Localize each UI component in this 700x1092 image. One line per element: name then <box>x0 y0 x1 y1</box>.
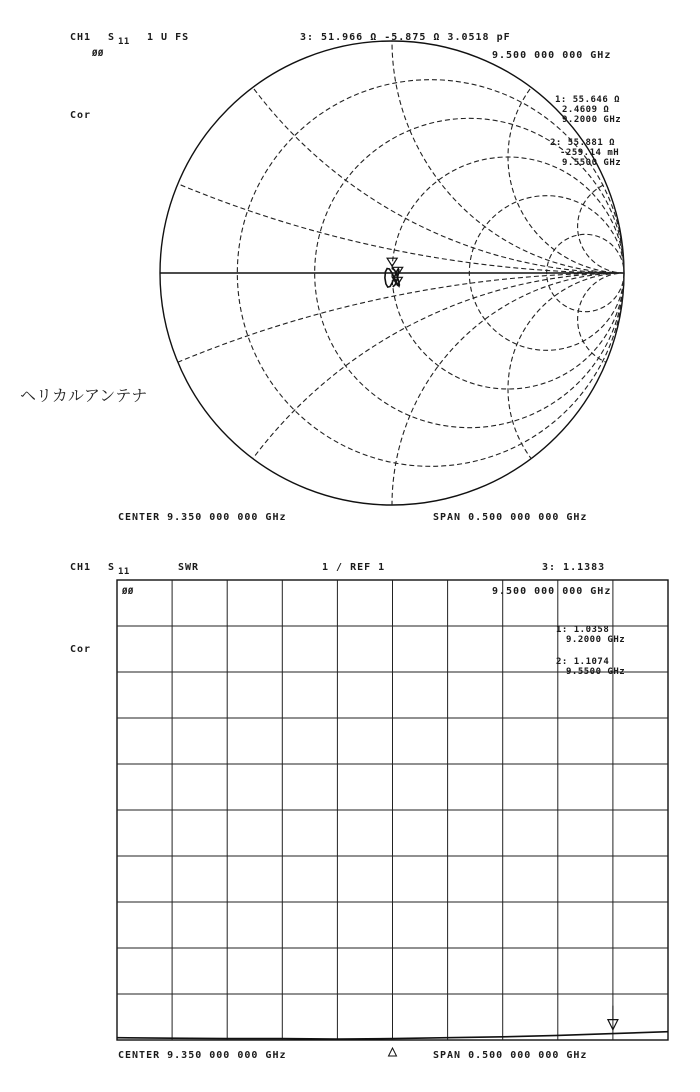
smith-m2-line1: 2: 55.881 Ω <box>550 138 616 148</box>
smith-m1-line1: 1: 55.646 Ω <box>555 95 621 105</box>
smith-channel: CH1 <box>70 32 92 43</box>
swr-flag: ØØ <box>122 587 134 597</box>
swr-grid <box>117 580 668 1040</box>
smith-m1-line2: 2.4609 Ω <box>562 105 610 115</box>
smith-side-label: Cor <box>70 110 92 121</box>
smith-flag: ØØ <box>92 49 104 59</box>
swr-marker-freq: 9.500 000 000 GHz <box>492 586 612 597</box>
smith-m2-line3: 9.5500 GHz <box>562 158 622 168</box>
smith-m1-line3: 9.2000 GHz <box>562 115 622 125</box>
smith-footer-center: CENTER 9.350 000 000 GHz <box>118 512 287 523</box>
swr-marker-readout: 3: 1.1383 <box>542 562 606 573</box>
swr-format: SWR <box>178 562 200 573</box>
smith-reactance-arc <box>392 273 700 737</box>
smith-format: 1 U FS <box>147 32 190 43</box>
swr-center-pointer <box>389 1048 397 1056</box>
swr-header <box>70 562 611 655</box>
swr-param: S <box>108 562 116 573</box>
smith-marker-readouts <box>550 95 621 168</box>
swr-m2-line2: 9.5500 GHz <box>566 667 626 677</box>
swr-param-sub: 11 <box>118 567 130 577</box>
smith-header <box>70 32 611 121</box>
swr-scale: 1 / REF 1 <box>322 562 386 573</box>
smith-reactance-arc <box>160 273 700 1087</box>
swr-channel: CH1 <box>70 562 92 573</box>
swr-m1-line2: 9.2000 GHz <box>566 635 626 645</box>
antenna-annotation: ヘリカルアンテナ <box>20 386 148 405</box>
swr-footer-center: CENTER 9.350 000 000 GHz <box>118 1050 287 1061</box>
swr-m2-line1: 2: 1.1074 <box>556 657 610 667</box>
smith-reactance-arc <box>508 273 700 505</box>
swr-footer-span: SPAN 0.500 000 000 GHz <box>433 1050 588 1061</box>
swr-side-label: Cor <box>70 644 92 655</box>
swr-footer <box>118 1050 587 1061</box>
swr-marker-readouts <box>556 625 625 677</box>
smith-m2-line2: -259.14 mH <box>560 148 620 158</box>
swr-chart <box>117 580 668 1056</box>
smith-marker-readout: 3: 51.966 Ω -5.875 Ω 3.0518 pF <box>300 32 511 43</box>
smith-footer-span: SPAN 0.500 000 000 GHz <box>433 512 588 523</box>
smith-footer <box>118 512 587 523</box>
smith-param: S <box>108 32 116 43</box>
smith-param-sub: 11 <box>118 37 130 47</box>
smith-marker-freq: 9.500 000 000 GHz <box>492 50 612 61</box>
swr-m1-line1: 1: 1.0358 <box>556 625 610 635</box>
